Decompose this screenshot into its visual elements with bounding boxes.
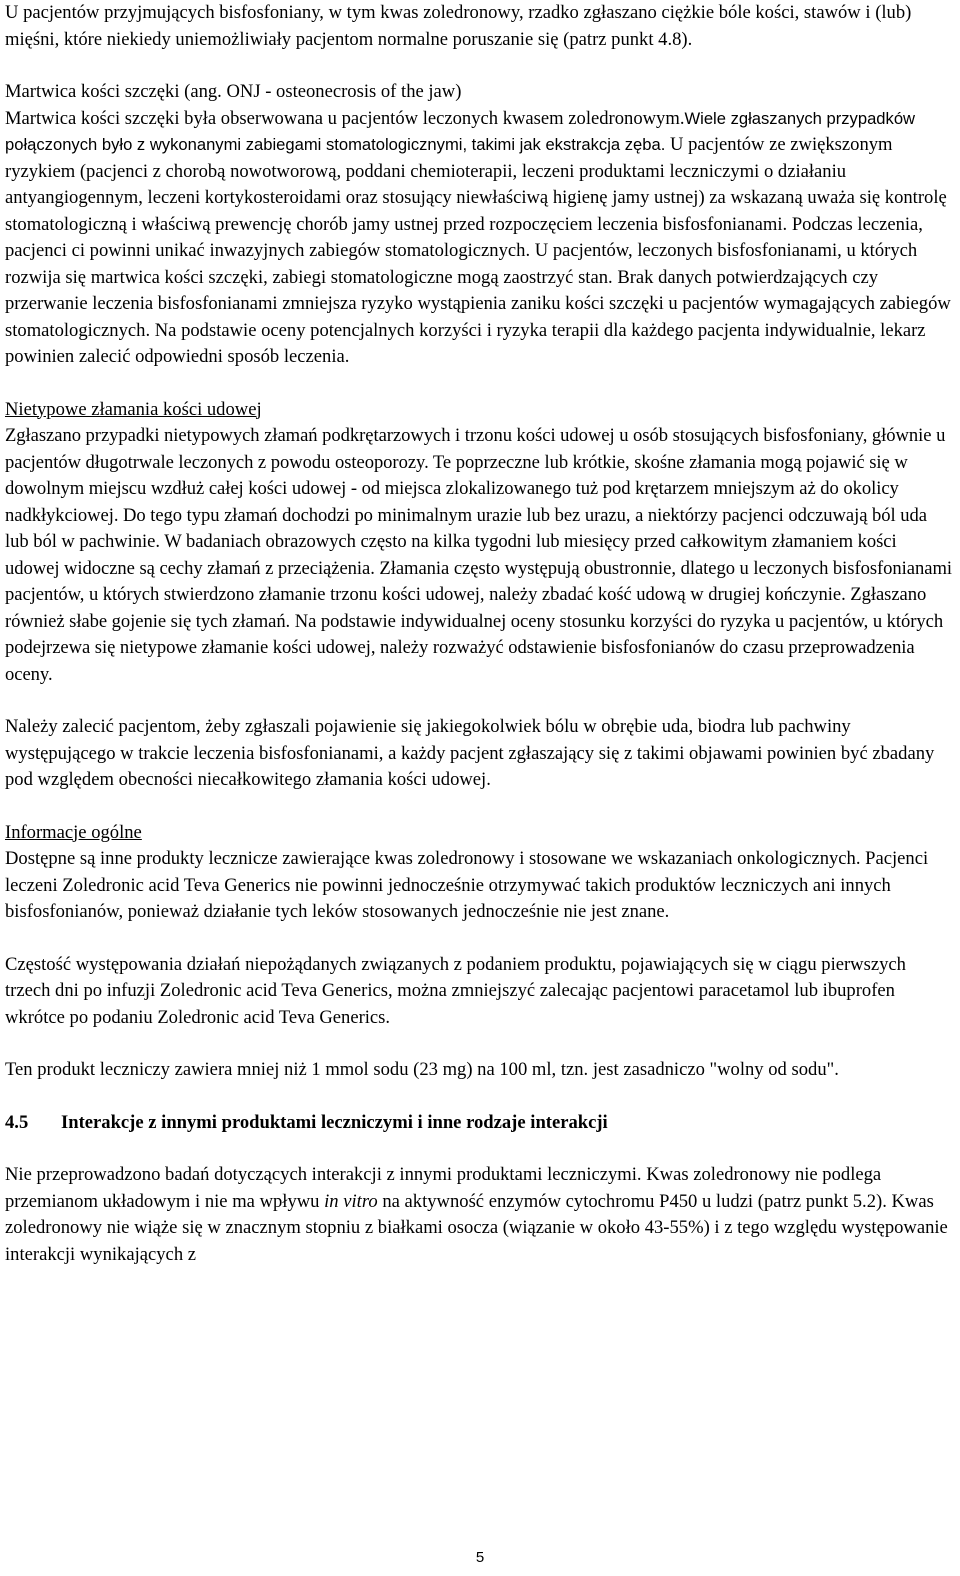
paragraph-atypical-fracture: Zgłaszano przypadki nietypowych złamań podkrętarzowych i trzonu kości udowej u osób stosujących bisfosfoniany, głównie u pacjentów długotrwale leczonych z powodu osteoporozy. Te poprzeczne lub krótkie, skośne złamania mogą pojawić się w dowolnym miejscu wzdłuż całej kości udowej - od miejsca zlokalizowanego tuż pod krętarzem mniejszym aż do okolicy nadkłykciowej. Do tego typu złamań dochodzi po minimalnym urazie lub bez urazu, a niektórzy pacjenci odczuwają ból uda lub ból w pachwinie. W badaniach obrazowych często na kilka tygodni lub miesięcy przed całkowitym złamaniem kości udowej widoczne są cechy złamań z przeciążenia. Złamania często występują obustronnie, dlatego u leczonych bisfosfonianami pacjentów, u których stwierdzono złamanie trzonu kości udowej, należy zbadać kość udową w drugiej kończynie. Zgłaszano również słabe gojenie się tych złamań. Na podstawie indywidualnej oceny stosunku korzyści do ryzyka u pacjentów, u których podejrzewa się nietypowe złamanie kości udowej, należy rozważyć odstawienie bisfosfonianów do czasu przeprowadzenia oceny. bbox=[5, 425, 952, 685]
paragraph-bone-pain: U pacjentów przyjmujących bisfosfoniany, w tym kwas zoledronowy, rzadko zgłaszano ciężkie bóle kości, stawów i (lub) mięśni, które niekiedy uniemożliwiały pacjentom normalne poruszanie się (patrz punkt 4.8). bbox=[5, 2, 912, 50]
spacer bbox=[5, 1084, 955, 1110]
atypical-fracture-heading: Nietypowe złamania kości udowej bbox=[5, 398, 262, 420]
paragraph-interactions bbox=[5, 1162, 955, 1268]
general-info-heading: Informacje ogólne bbox=[5, 821, 142, 843]
page-number: 5 bbox=[475, 1549, 485, 1566]
spacer bbox=[5, 53, 955, 79]
spacer bbox=[5, 1031, 955, 1057]
paragraph-adverse-frequency: Częstość występowania działań niepożądanych związanych z podaniem produktu, pojawiających się w ciągu pierwszych trzech dni po infuzji Zoledronic acid Teva Generics, można zmniejszyć zalecając pacjentowi paracetamol lub ibuprofen wkrótce po podaniu Zoledronic acid Teva Generics. bbox=[5, 953, 906, 1028]
onj-text-c: U pacjentów ze zwiększonym ryzykiem (pacjenci z chorobą nowotworową, poddani chemioterapii, leczeni produktami leczniczymi o działaniu antyangiogennym, leczeni kortykosteroidami oraz stosujący niewłaściwą higienę jamy ustnej) za wskazaną uważa się kontrolę stomatologiczną i właściwą prewencję chorób jamy ustnej przed rozpoczęciem leczenia bisfosfonianami. Podczas leczenia, pacjenci ci powinni unikać inwazyjnych zabiegów stomatologicznych. U pacjentów, leczonych bisfosfonianami, u których rozwija się martwica kości szczęki, zabiegi stomatologiczne mogą zaostrzyć stan. Brak danych potwierdzających czy przerwanie leczenia bisfosfonianami zmniejsza ryzyko wystąpienia zaniku kości szczęki u pacjentów wymagających zabiegów stomatologicznych. Na podstawie oceny potencjalnych korzyści i ryzyka terapii dla każdego pacjenta indywidualnie, lekarz powinien zalecić odpowiedni sposób leczenia. bbox=[5, 134, 951, 367]
onj-heading: Martwica kości szczęki (ang. ONJ - osteonecrosis of the jaw) bbox=[5, 81, 462, 102]
spacer bbox=[5, 926, 955, 952]
paragraph-general-info: Dostępne są inne produkty lecznicze zawierające kwas zoledronowy i stosowane we wskazaniach onkologicznych. Pacjenci leczeni Zoledronic acid Teva Generics nie powinni jednocześnie otrzymywać takich produktów leczniczych ani innych bisfosfonianów, ponieważ działanie tych leków stosowanych jednocześnie nie jest znane. bbox=[5, 848, 929, 922]
spacer bbox=[5, 371, 955, 397]
interactions-text-b: na aktywność enzymów cytochromu P450 u ludzi (patrz punkt 5.2). Kwas zoledronowy nie wiąże się w znacznym stopniu z białkami osocza (wiązanie w około 43-55%) i z tego względu występowanie interakcji wynikających z bbox=[5, 1190, 948, 1265]
paragraph-sodium: Ten produkt leczniczy zawiera mniej niż 1 mmol sodu (23 mg) na 100 ml, tzn. jest zasadniczo "wolny od sodu". bbox=[5, 1059, 839, 1080]
spacer bbox=[5, 688, 955, 714]
paragraph-patient-advice: Należy zalecić pacjentom, żeby zgłaszali pojawienie się jakiegokolwiek bólu w obrębie uda, biodra lub pachwiny występującego w trakcie leczenia bisfosfonianami, a każdy pacjent zgłaszający się z takimi objawami powinien być zbadany pod względem obecności niecałkowitego złamania kości udowej. bbox=[5, 716, 935, 790]
interactions-in-vitro: in vitro bbox=[324, 1190, 378, 1212]
section-title: Interakcje z innymi produktami leczniczymi i inne rodzaje interakcji bbox=[61, 1111, 608, 1133]
spacer bbox=[5, 794, 955, 820]
paragraph-onj bbox=[5, 106, 955, 371]
onj-text-b: Wiele zgłaszanych przypadków połączonych było z wykonanymi zabiegami stomatologicznymi, takimi jak ekstrakcja zęba. bbox=[5, 108, 916, 154]
document-page bbox=[5, 0, 955, 1268]
section-heading-4-5 bbox=[5, 1110, 955, 1137]
onj-text-a: Martwica kości szczęki była obserwowana u pacjentów leczonych kwasem zoledronowym. bbox=[5, 107, 685, 129]
spacer bbox=[5, 1136, 955, 1162]
interactions-text-a: Nie przeprowadzono badań dotyczących interakcji z innymi produktami leczniczymi. Kwas zoledronowy nie podlega przemianom układowym i nie ma wpływu bbox=[5, 1164, 882, 1212]
section-number: 4.5 bbox=[5, 1111, 29, 1133]
